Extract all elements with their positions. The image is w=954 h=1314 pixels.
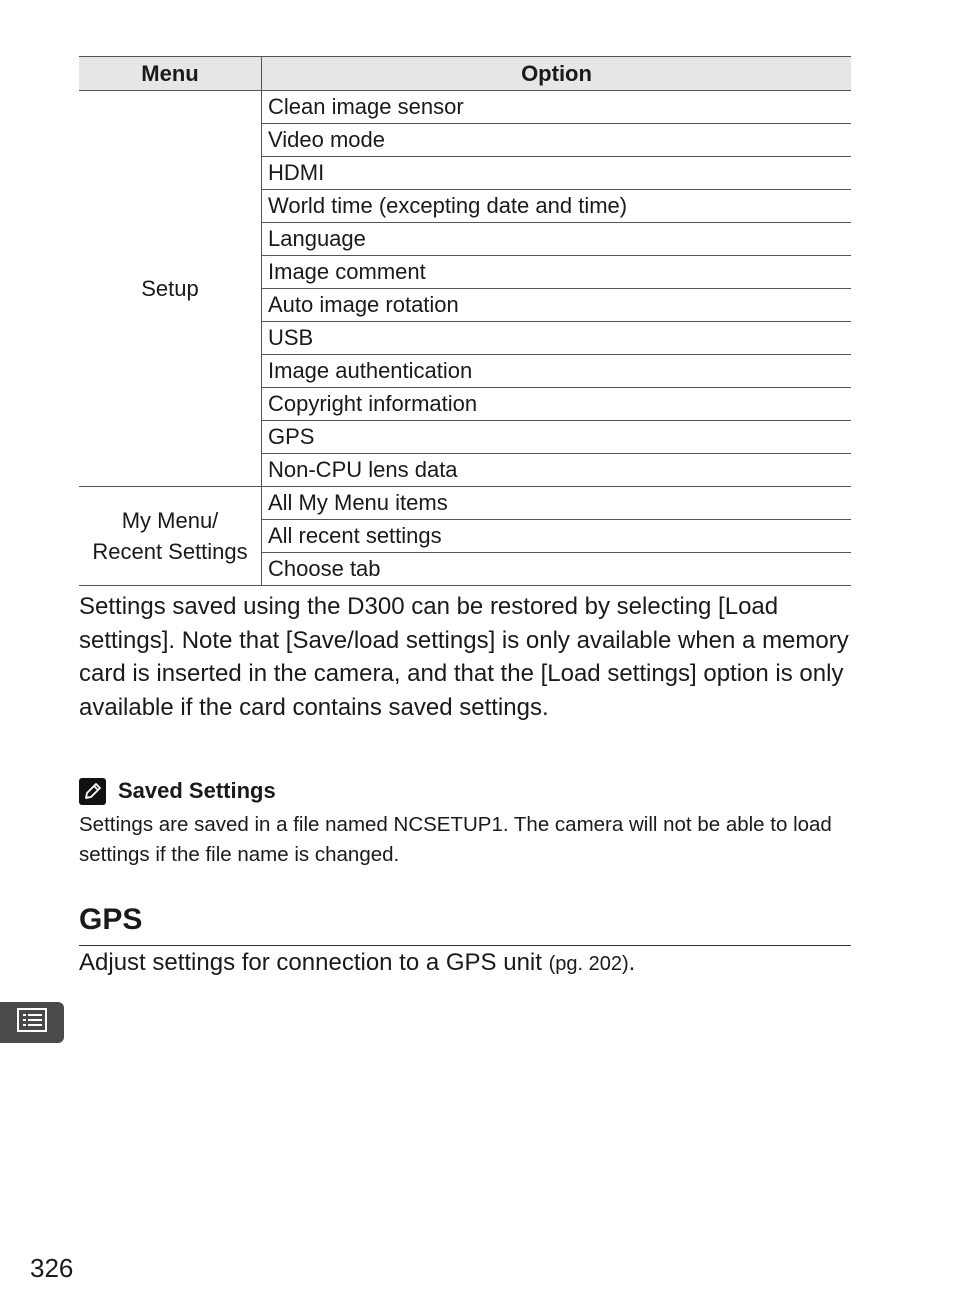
option-cell: Copyright information xyxy=(262,388,852,421)
table-header-row xyxy=(79,57,851,91)
option-cell: Language xyxy=(262,223,852,256)
table-body xyxy=(79,91,851,586)
option-cell: World time (excepting date and time) xyxy=(262,190,852,223)
option-cell: Image authentication xyxy=(262,355,852,388)
page-reference: (pg. 202) xyxy=(548,953,629,975)
settings-table xyxy=(79,56,851,586)
body-paragraph: Settings saved using the D300 can be restored by selecting [Load settings]. Note that [Save/load settings] is only available when a memory card is inserted in the camera, and that the [Load settings] option is only available if the card contains saved settings. xyxy=(79,593,849,721)
menu-list-icon xyxy=(16,1007,48,1038)
section-text: Adjust settings for connection to a GPS unit xyxy=(79,949,542,976)
option-cell: Clean image sensor xyxy=(262,91,852,124)
menu-cell: My Menu/ Recent Settings xyxy=(79,487,262,586)
section-title: GPS xyxy=(79,903,143,936)
note-title: Saved Settings xyxy=(118,778,276,803)
side-tab xyxy=(0,1002,64,1043)
option-cell: Video mode xyxy=(262,124,852,157)
option-cell: Image comment xyxy=(262,256,852,289)
note-body: Settings are saved in a file named NCSETUP1. The camera will not be able to load settings if the file name is changed. xyxy=(79,813,832,866)
option-cell: Non-CPU lens data xyxy=(262,454,852,487)
option-cell: USB xyxy=(262,322,852,355)
note-header xyxy=(79,774,276,808)
table-row xyxy=(79,487,851,520)
option-cell: HDMI xyxy=(262,157,852,190)
option-cell: Choose tab xyxy=(262,553,852,586)
section-text-end: . xyxy=(628,949,636,976)
option-cell: Auto image rotation xyxy=(262,289,852,322)
option-cell: All My Menu items xyxy=(262,487,852,520)
menu-cell: Setup xyxy=(79,91,262,487)
option-cell: All recent settings xyxy=(262,520,852,553)
table-row xyxy=(79,91,851,124)
page-number: 326 xyxy=(30,1253,74,1283)
section-description xyxy=(79,946,635,981)
header-option: Option xyxy=(262,57,852,91)
pencil-note-icon xyxy=(79,778,106,805)
header-menu: Menu xyxy=(79,57,262,91)
option-cell: GPS xyxy=(262,421,852,454)
